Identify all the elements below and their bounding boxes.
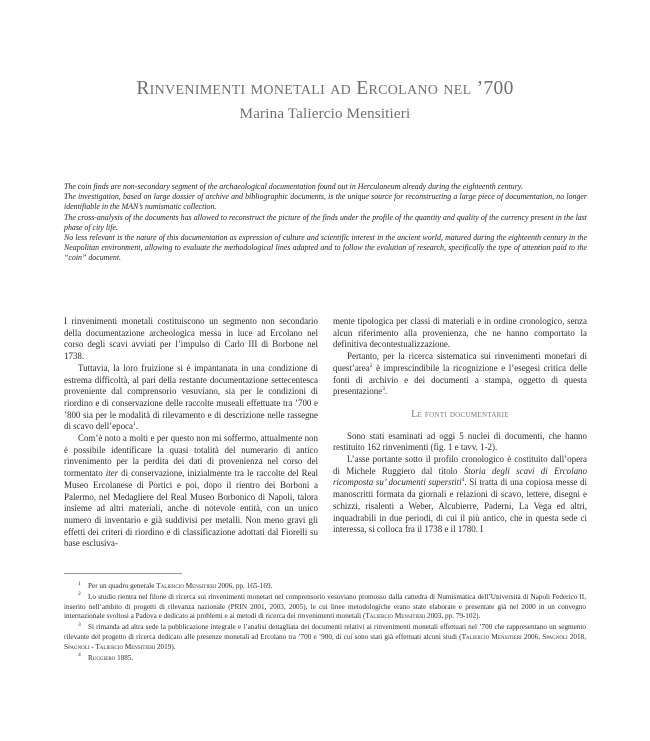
body-paragraph: mente tipologica per classi di materiali e in ordine cronologico, senza alcun riferimento alla provenienza, che ne hanno comportato la definitiva decontestualizzazione. <box>333 316 587 350</box>
abstract-paragraph: The coin finds are non-secondary segment of the archaeological documentation found out in Herculaneum already during the eighteenth century. <box>64 182 523 191</box>
footnote: 1 Per un quadro generale Taliercio Mensitieri 2006, pp. 165-169. <box>78 580 273 590</box>
body-paragraph: Com’è noto a molti e per questo non mi soffermo, attualmente non è possibile identificare la quasi totalità del numerario di antico rinvenimento per la perdita dei dati di provenienza nel corso del tormentato iter di conservazione, inizialmente tra le raccolte del Real Museo Ercolanese di Portici e poi, dopo il rientro dei Borboni a Palermo, nel Medagliere del Real Museo Borbonico di Napoli, talora insieme ad altri materiali, anche di notevole entità, con un unico numero di inventario e già suddivisi per metalli. Non meno gravi gli effetti dei criteri di riordino e di classificazione adottati dal Fiorelli su base esclusiva- <box>64 433 318 549</box>
footnote-ref-4[interactable]: 4 <box>461 477 465 484</box>
footnote-ref-2[interactable]: 2 <box>369 362 373 369</box>
footnote: 4 Ruggiero 1885. <box>78 652 134 662</box>
footnote: 3 Si rimanda ad altra sede la pubblicazione integrale e l’analisi dettagliata dei documenti relativi ai rinvenimenti monetali effettuati nel ’700 che rappresentano un segmento rilevante del progetto di ricerca dedicato alle presenze monetali ad Ercolano tra ’700 e ’900, di cui sono stati già effettuati alcuni studi (Taliercio Mensitieri 2006, Spagnoli 2018, Spagnoli - Taliercio Mensitieri 2019). <box>64 621 587 651</box>
article-title: Rinvenimenti monetali ad Ercolano nel ’700 <box>136 78 514 99</box>
body-column-left <box>64 316 318 550</box>
abstract-paragraph: The cross-analysis of the documents has allowed to reconstruct the picture of the finds under the profile of the quantity and quality of the currency present in the last phase of city life. <box>64 212 587 232</box>
footnotes <box>64 582 586 664</box>
body-paragraph: Sono stati esaminati ad oggi 5 nuclei di documenti, che hanno restituito 162 rinvenimenti (fig. 1 e tavv. 1-2). <box>333 430 587 453</box>
abstract-paragraph: No less relevant is the nature of this documentation as expression of culture and scientific interest in the ancient world, matured during the eighteenth century in the Neapolitan environment, allowing to evaluate the methodological lines adapted and to follow the evolution of research, specifically the type of attention paid to the “coin” document. <box>64 233 587 263</box>
footnote-divider <box>64 573 182 574</box>
abstract <box>64 182 587 264</box>
body-column-right <box>333 316 587 536</box>
footnote-ref-1[interactable]: 1 <box>133 421 136 428</box>
footnote-ref-3[interactable]: 3 <box>382 386 385 393</box>
article-author: Marina Taliercio Mensitieri <box>239 106 411 122</box>
body-paragraph: L’asse portante sotto il profilo cronologico è costituito dall’opera di Michele Ruggiero dal titolo Storia degli scavi di Ercolano ricomposta su’ documenti superstiti$^4$. Si tratta di una copiosa messe di manoscritti formata da giornali e relazioni di scavo, lettere, disegni e schizzi, risalenti a Weber, Alcubierre, Paderni, La Vega ed altri, inquadrabili in due periodi, di cui il più antico, che in questa sede ci interessa, si colloca fra il 1738 e il 1780. I <box>333 454 588 535</box>
footnote: 2 Lo studio rientra nel filone di ricerca sui rinvenimenti monetari nel comprensorio vesuviano promosso dalla cattedra di Numismatica dell’Università di Napoli Federico II, inserito nell’ambito di progetti di rilevanza nazionale (PRIN 2001, 2003, 2005), le cui linee metodologiche erano state elaborate e presentate già nel 2000 in un convegno internazionale svoltosi a Padova e dedicato ai problemi e ai metodi di ricerca dei rinvenimenti monetali (Taliercio Mensitieri 2003, pp. 79-102). <box>64 591 586 621</box>
abstract-paragraph: The investigation, based on large dossier of archive and bibliographic documents, is the unique source for reconstructing a large piece of documentation, no longer identifiable in the MAN’s numismatic collection. <box>64 192 587 212</box>
body-paragraph: Tuttavia, la loro fruizione si è impantanata in una condizione di estrema difficoltà, al pari della restante documentazione settecentesca proveniente dal comprensorio vesuviano, sia per le condizioni di riordino e di conservazione delle raccolte museali effettuate tra ’700 e ’800 sia per le modalità di rilevamento e di descrizione nelle rassegne di scavo dell’epoca$^1$. <box>64 362 318 432</box>
body-paragraph: Pertanto, per la ricerca sistematica sui rinvenimenti monetari di quest’area$^2$ è imprescindibile la ricognizione e l’esegesi critica delle fonti di archivio e dei documenti a stampa, oggetto di questa presentazione$^3$. <box>333 351 587 397</box>
body-paragraph: I rinvenimenti monetali costituiscono un segmento non secondario della documentazione archeologica messa in luce ad Ercolano nel corso degli scavi avviati per l’impulso di Carlo III di Borbone nel 1738. <box>64 316 318 362</box>
section-heading: Le fonti documentarie <box>411 408 509 420</box>
